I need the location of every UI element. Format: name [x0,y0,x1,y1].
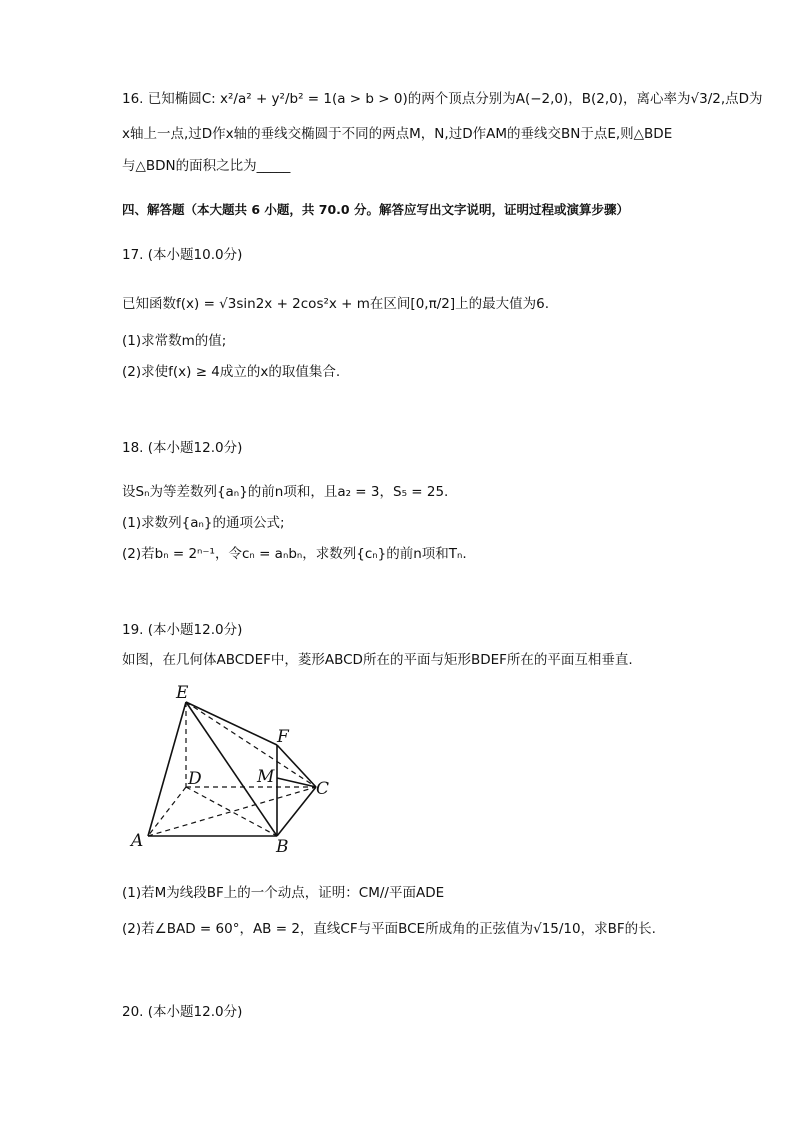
q17-part-1-text: (1)求常数m的值; [122,333,227,349]
section-4-title [122,199,702,221]
label-D: D [188,769,202,789]
q17-part-1 [122,330,702,352]
q16-line-2-text: x轴上一点,过D作x轴的垂线交椭圆于不同的两点M，N,过D作AM的垂线交BN于点E,则△BDE [122,126,673,142]
edge-DB [186,787,277,836]
q17-header [122,244,702,266]
edge-FC [277,745,316,787]
q17-header-text: 17. (本小题10.0分) [122,247,243,263]
q18-part-1 [122,512,702,534]
q19-part-2-text: (2)若∠BAD = 60°，AB = 2，直线CF与平面BCE所成角的正弦值为√15/10，求BF的长. [122,921,656,937]
q18-stem-text: 设Sₙ为等差数列{aₙ}的前n项和，且a₂ = 3，S₅ = 25. [122,484,449,500]
q16-line-1-text: 16. 已知椭圆C: x²/a² + y²/b² = 1(a > b > 0)的两个顶点分别为A(−2,0)，B(2,0)，离心率为√3/2,点D为 [122,91,763,107]
q17-part-2-text: (2)求使f(x) ≥ 4成立的x的取值集合. [122,364,341,380]
q19-part-1-text: (1)若M为线段BF上的一个动点，证明：CM//平面ADE [122,885,445,901]
q17-stem [122,293,702,315]
q18-part-1-text: (1)求数列{aₙ}的通项公式; [122,515,285,531]
edge-BC [277,787,316,836]
q16-line-3-text: 与△BDN的面积之比为_____ [122,158,291,174]
q17-part-2 [122,361,702,383]
label-E: E [176,683,189,703]
edge-DA [148,787,186,836]
label-F: F [277,727,289,747]
q18-header-text: 18. (本小题12.0分) [122,440,243,456]
label-A: A [131,831,144,851]
q19-header [122,619,702,641]
edge-EA [148,702,186,836]
label-M: M [257,767,275,787]
q16-line-1 [122,88,763,110]
q18-part-2-text: (2)若bₙ = 2ⁿ⁻¹，令cₙ = aₙbₙ，求数列{cₙ}的前n项和Tₙ. [122,546,467,562]
q16-line-2 [122,123,702,145]
edge-EC [186,702,316,787]
q19-part-1 [122,882,702,904]
q19-stem-text: 如图，在几何体ABCDEF中，菱形ABCD所在的平面与矩形BDEF所在的平面互相垂直. [122,652,633,668]
q18-header [122,437,702,459]
q17-stem-text: 已知函数f(x) = √3sin2x + 2cos²x + m在区间[0,π/2]上的最大值为6. [122,296,549,312]
q16-line-3 [122,155,702,177]
label-C: C [316,779,330,799]
q19-part-2 [122,918,702,940]
q18-part-2 [122,543,702,565]
q20-header [122,1001,702,1023]
q18-stem [122,481,702,503]
q19-header-text: 19. (本小题12.0分) [122,622,243,638]
q20-header-text: 20. (本小题12.0分) [122,1004,243,1020]
q19-stem [122,649,702,671]
geometry-figure [126,680,336,855]
edge-AC [148,787,316,836]
section-4-title-text: 四、解答题（本大题共 6 小题，共 70.0 分。解答应写出文字说明，证明过程或演算步骤） [122,202,629,217]
label-B: B [276,837,289,855]
